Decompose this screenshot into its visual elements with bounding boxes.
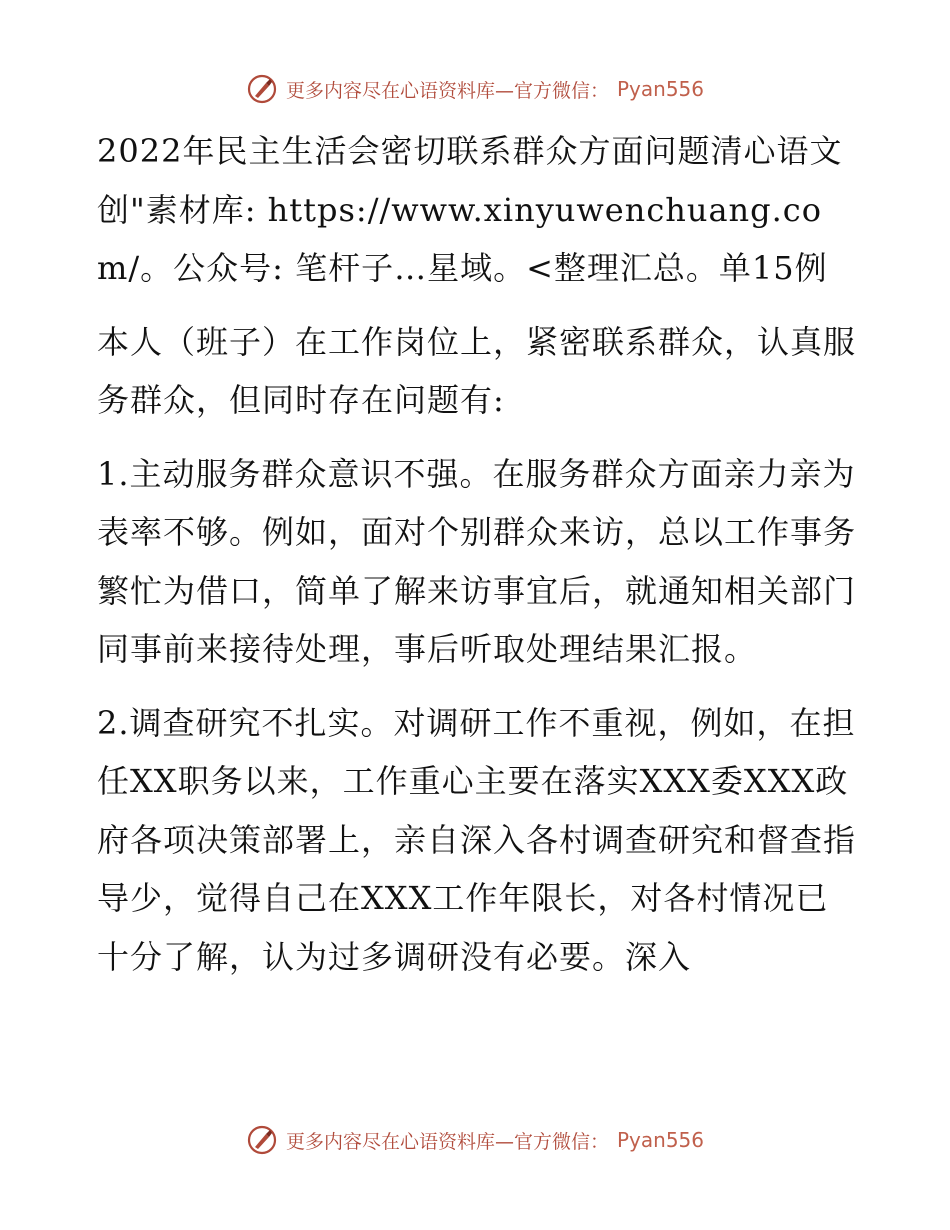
pen-logo-icon — [246, 1124, 278, 1156]
paragraph-item-2: 2.调查研究不扎实。对调研工作不重视，例如，在担任XX职务以来，工作重心主要在落实XXX委XXX政府各项决策部署上，亲自深入各村调查研究和督查指导少，觉得自己在XXX工作年限长，对各村情况已十分了解，认为过多调研没有必要。深入 — [97, 703, 857, 976]
footer-watermark — [0, 1124, 950, 1156]
watermark-text: 更多内容尽在心语资料库—官方微信： — [285, 79, 609, 102]
document-body — [97, 122, 857, 1001]
paragraph-intro: 本人（班子）在工作岗位上，紧密联系群众，认真服务群众，但同时存在问题有: — [97, 322, 857, 419]
watermark-wechat-id: Pyan556 — [617, 77, 705, 101]
watermark-text: 更多内容尽在心语资料库—官方微信： — [285, 1130, 609, 1153]
header-watermark — [0, 73, 950, 105]
watermark-wechat-id: Pyan556 — [617, 1128, 705, 1152]
paragraph-item-1: 1.主动服务群众意识不强。在服务群众方面亲力亲为表率不够。例如，面对个别群众来访，总以工作事务繁忙为借口，简单了解来访事宜后，就通知相关部门同事前来接待处理，事后听取处理结果汇报。 — [97, 454, 857, 668]
pen-logo-icon — [246, 73, 278, 105]
paragraph-title: 2022年民主生活会密切联系群众方面问题清心语文创"素材库: https://www.xinyuwenchuang.com/。公众号: 笔杆子…星域。<整理汇总。单15例 — [97, 132, 843, 287]
